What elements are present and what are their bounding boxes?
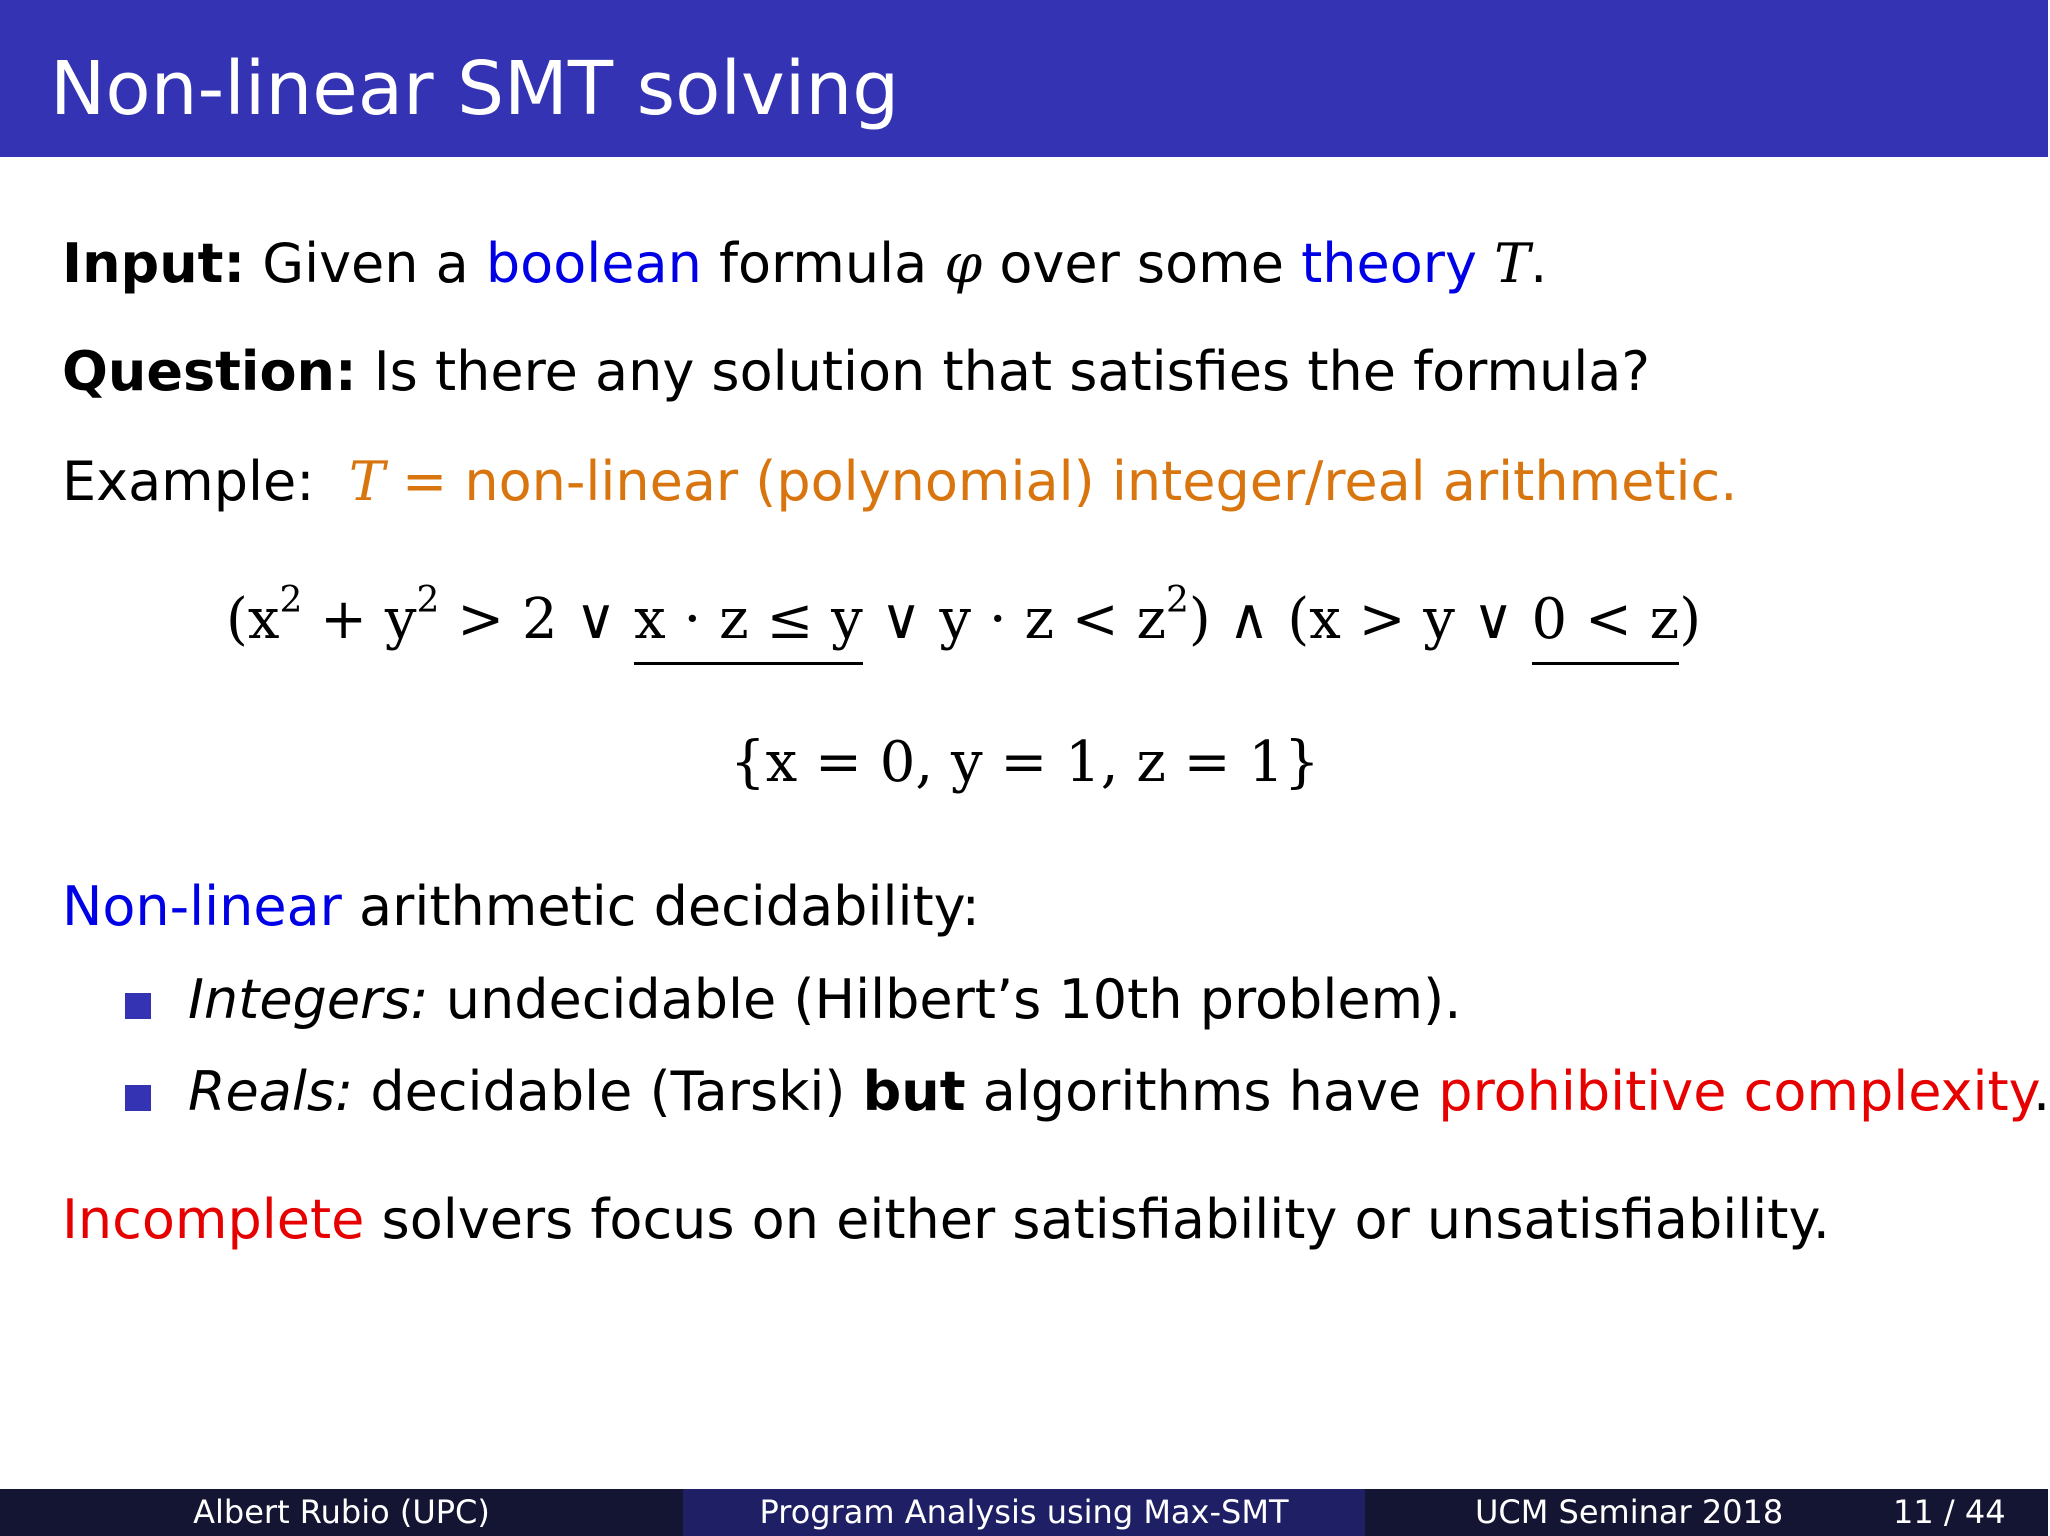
formula-part: ∨ y · z < z [862,587,1166,652]
question-text: Is there any solution that satisfies the formula? [373,340,1651,403]
formula-part: ) [1679,587,1702,652]
underlined-atom: x · z ≤ y [634,587,863,665]
integers-text: undecidable (Hilbert’s 10th problem). [428,968,1462,1031]
boolean-word: boolean [485,232,702,295]
theory-word: theory [1301,232,1477,295]
input-text-3: over some [982,232,1302,295]
footer-author: Albert Rubio (UPC) [0,1489,683,1536]
nonlinear-word: Non-linear [62,875,342,938]
input-line [62,232,1547,296]
input-end: . [1530,232,1548,295]
formula-exp: 2 [279,580,303,621]
footer-event: UCM Seminar 2018 [1475,1493,1784,1531]
example-T: T [348,450,385,513]
but-word: but [862,1060,966,1123]
page-number: 11 / 44 [1893,1493,2006,1531]
slide-title: Non-linear SMT solving [50,46,900,132]
question-line [62,340,1650,404]
bullet-reals [188,1060,2050,1124]
bullet-square-icon [125,993,151,1019]
input-label: Input: [62,232,246,295]
formula-part: (x [226,587,280,652]
footer [0,1489,2048,1536]
reals-text-1: decidable (Tarski) [353,1060,863,1123]
example-label: Example: [62,450,315,513]
reals-end: . [2032,1060,2050,1123]
title-bar [0,0,2048,157]
formula-exp: 2 [416,580,440,621]
underlined-atom: 0 < z [1532,587,1680,665]
bullet-square-icon [125,1085,151,1111]
reals-label: Reals: [188,1060,354,1123]
formula-exp: 2 [1166,580,1189,621]
prohibitive-complexity: prohibitive complexity [1438,1060,2033,1123]
footer-talk-title: Program Analysis using Max-SMT [683,1489,1365,1536]
phi-symbol: φ [944,232,983,295]
example-text: = non-linear (polynomial) integer/real arithmetic. [384,450,1738,513]
input-text-1: Given a [262,232,486,295]
input-text-2: formula [701,232,945,295]
incomplete-word: Incomplete [62,1188,365,1251]
decidability-line [62,875,980,939]
formula [226,580,1702,655]
reals-text-2: algorithms have [965,1060,1439,1123]
bullet-integers [188,968,1461,1032]
formula-part: ) ∧ (x > y ∨ [1188,587,1532,652]
assignment: {x = 0, y = 1, z = 1} [730,730,1320,795]
decidability-text: arithmetic decidability: [341,875,980,938]
incomplete-line [62,1188,1830,1252]
question-label: Question: [62,340,357,403]
incomplete-text: solvers focus on either satisfiability or unsatisfiability. [364,1188,1830,1251]
formula-part: > 2 ∨ [439,587,635,652]
theory-symbol: T [1494,232,1531,295]
formula-part: + y [302,587,417,652]
footer-event-box [1365,1489,2048,1536]
integers-label: Integers: [188,968,429,1031]
example-line [62,450,1737,514]
